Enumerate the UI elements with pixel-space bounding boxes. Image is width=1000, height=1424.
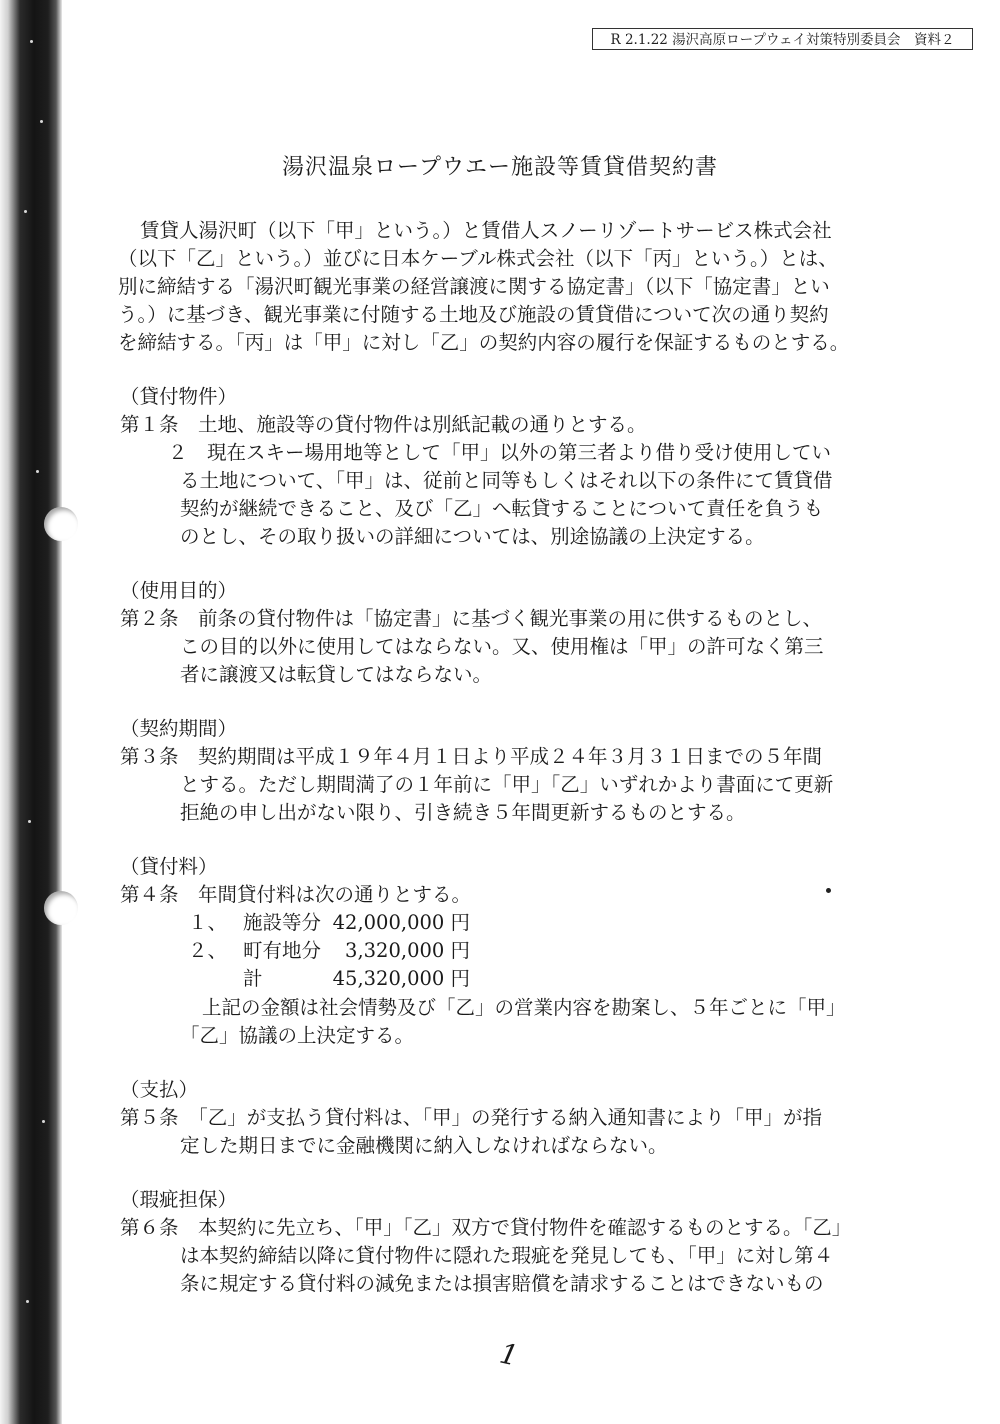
fee-number: ２、 (188, 939, 228, 962)
fee-label: 計 (243, 967, 263, 990)
fee-label: 施設等分 (243, 911, 322, 934)
preamble-line: う。）に基づき、観光事業に付随する土地及び施設の賃貸借について次の通り契約 (118, 303, 829, 326)
article-6-line: 条に規定する貸付料の減免または損害賠償を請求することはできないもの (180, 1272, 824, 1295)
page-title: 湯沢温泉ロープウエー施設等賃貸借契約書 (282, 155, 718, 180)
article-1-line: る土地について、「甲」は、従前と同等もしくはそれ以下の条件にて賃貸借 (180, 469, 833, 492)
fee-label: 町有地分 (243, 939, 322, 962)
article-1-line: ２ 現在スキー場用地等として「甲」以外の第三者より借り受け使用してい (168, 441, 832, 464)
punch-hole-top (44, 507, 78, 541)
article-5-line: 定した期日までに金融機関に納入しなければならない。 (180, 1134, 668, 1157)
fee-amount: 3,320,000 円 (345, 939, 470, 962)
preamble-line: を締結する。「丙」は「甲」に対し「乙」の契約内容の履行を保証するものとする。 (118, 331, 850, 354)
article-2-line: この目的以外に使用してはならない。又、使用権は「甲」の許可なく第三 (180, 635, 824, 658)
punch-hole-bottom (44, 891, 78, 925)
header-reference-box: R 2.1.22 湯沢高原ロープウェイ対策特別委員会 資料２ (592, 28, 973, 50)
article-3-line: とする。ただし期間満了の１年前に「甲」「乙」いずれかより書面にて更新 (180, 773, 834, 796)
article-5-line: 第５条 「乙」が支払う貸付料は、「甲」の発行する納入通知書により「甲」が指 (120, 1106, 823, 1129)
article-2-line: 者に譲渡又は転貸してはならない。 (180, 663, 493, 686)
article-3-line: 第３条 契約期間は平成１９年４月１日より平成２４年３月３１日までの５年間 (120, 745, 823, 768)
preamble-line: 別に締結する「湯沢町観光事業の経営譲渡に関する協定書」（以下「協定書」とい (118, 275, 830, 298)
article-1-line: 契約が継続できること、及び「乙」へ転貸することについて責任を負うも (180, 497, 824, 520)
article-1-heading: （貸付物件） (120, 385, 238, 408)
preamble-line: 賃貸人湯沢町（以下「甲」という。）と賃借人スノーリゾートサービス株式会社 (140, 219, 832, 242)
fee-amount: 42,000,000 円 (332, 911, 470, 934)
article-6-line: 第６条 本契約に先立ち、「甲」「乙」双方で貸付物件を確認するものとする。「乙」 (120, 1216, 852, 1239)
article-6-heading: （瑕疵担保） (120, 1188, 238, 1211)
article-4-heading: （貸付料） (120, 855, 218, 878)
article-5-heading: （支払） (120, 1078, 199, 1101)
article-1-line: 第１条 土地、施設等の貸付物件は別紙記載の通りとする。 (120, 413, 647, 436)
article-4-intro: 第４条 年間貸付料は次の通りとする。 (120, 883, 472, 906)
fee-amount: 45,320,000 円 (332, 967, 470, 990)
article-6-line: は本契約締結以降に貸付物件に隠れた瑕疵を発見しても、「甲」に対し第４ (180, 1244, 834, 1267)
article-2-line: 第２条 前条の貸付物件は「協定書」に基づく観光事業の用に供するものとし、 (120, 607, 823, 630)
article-4-note: 上記の金額は社会情勢及び「乙」の営業内容を勘案し、５年ごとに「甲」 (202, 996, 846, 1019)
article-1-line: のとし、その取り扱いの詳細については、別途協議の上決定する。 (180, 525, 765, 548)
binder-edge (0, 0, 62, 1424)
article-4-note: 「乙」協議の上決定する。 (180, 1024, 415, 1047)
preamble-line: （以下「乙」という。）並びに日本ケーブル株式会社（以下「丙」という。）とは、 (118, 247, 838, 270)
page-number: 1 (496, 1336, 522, 1373)
article-2-heading: （使用目的） (120, 579, 238, 602)
article-3-line: 拒絶の申し出がない限り、引き続き５年間更新するものとする。 (180, 801, 746, 824)
article-3-heading: （契約期間） (120, 717, 238, 740)
fee-number: １、 (188, 911, 228, 934)
